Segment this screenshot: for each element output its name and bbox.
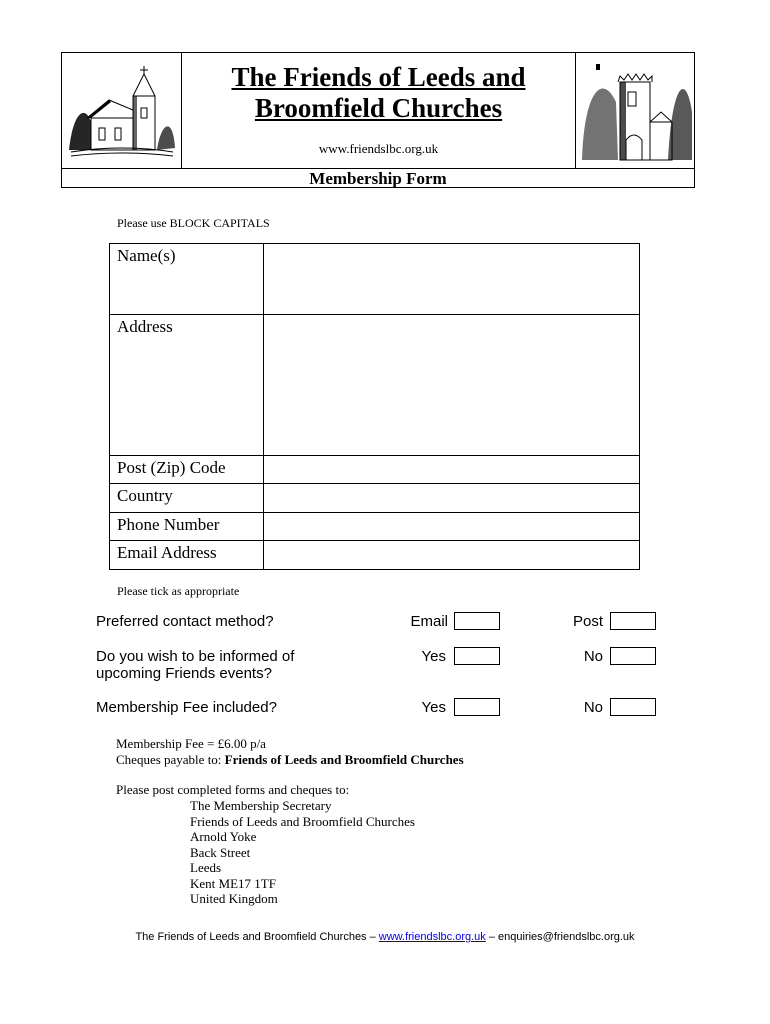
page-footer bbox=[0, 931, 770, 943]
fee-yes-checkbox[interactable] bbox=[454, 698, 500, 716]
cheques-prefix: Cheques payable to: bbox=[116, 751, 225, 767]
cheques-line bbox=[116, 752, 464, 768]
address-line: Friends of Leeds and Broomfield Churches bbox=[190, 813, 415, 829]
address-line: United Kingdom bbox=[190, 891, 278, 906]
footer-website-link[interactable]: www.friendslbc.org.uk bbox=[378, 931, 486, 943]
address-line: Kent ME17 1TF bbox=[190, 875, 276, 891]
address-line: Leeds bbox=[190, 860, 222, 875]
page-title bbox=[182, 62, 575, 124]
row-phone bbox=[110, 513, 639, 541]
postcode-label: Post (Zip) Code bbox=[110, 456, 264, 483]
footer-prefix: The Friends of Leeds and Broomfield Churches – bbox=[135, 931, 379, 943]
title-line-1: The Friends of Leeds and bbox=[231, 62, 526, 92]
option-fee-yes-label: Yes bbox=[421, 699, 446, 716]
fee-info bbox=[116, 736, 464, 767]
header-website: www.friendslbc.org.uk bbox=[318, 141, 439, 156]
block-capitals-note: Please use BLOCK CAPITALS bbox=[117, 216, 270, 230]
question-fee-included bbox=[96, 699, 277, 716]
row-country bbox=[110, 484, 639, 513]
cheques-payee: Friends of Leeds and Broomfield Churches bbox=[224, 751, 464, 767]
postcode-field[interactable] bbox=[264, 456, 639, 483]
address-line: The Membership Secretary bbox=[190, 798, 332, 813]
details-table bbox=[109, 243, 640, 570]
option-events-no-label: No bbox=[583, 648, 603, 665]
email-field[interactable] bbox=[264, 541, 639, 569]
email-checkbox[interactable] bbox=[454, 612, 500, 630]
phone-field[interactable] bbox=[264, 513, 639, 540]
footer-suffix: – enquiries@friendslbc.org.uk bbox=[485, 931, 635, 943]
events-no-checkbox[interactable] bbox=[610, 647, 656, 665]
row-postcode bbox=[110, 456, 639, 484]
question-text: Membership Fee included? bbox=[96, 699, 277, 716]
option-post-label: Post bbox=[572, 613, 603, 630]
fee-no-checkbox[interactable] bbox=[610, 698, 656, 716]
address-line: Arnold Yoke bbox=[190, 829, 257, 844]
post-intro: Please post completed forms and cheques to: bbox=[116, 782, 350, 797]
email-label: Email Address bbox=[110, 541, 264, 569]
title-line-2: Broomfield Churches bbox=[254, 93, 503, 123]
postal-address bbox=[190, 798, 415, 907]
row-email bbox=[110, 541, 639, 569]
address-line: Back Street bbox=[190, 844, 251, 860]
question-text-line2: upcoming Friends events? bbox=[96, 665, 272, 682]
address-field[interactable] bbox=[264, 315, 639, 455]
question-events bbox=[96, 648, 294, 682]
option-events-yes-label: Yes bbox=[421, 648, 446, 665]
phone-label: Phone Number bbox=[110, 513, 264, 540]
option-fee-no-label: No bbox=[583, 699, 603, 716]
tick-note: Please tick as appropriate bbox=[117, 584, 240, 598]
option-email-label: Email bbox=[410, 613, 448, 630]
address-label: Address bbox=[110, 315, 264, 455]
question-text: Preferred contact method? bbox=[96, 613, 274, 630]
question-contact-method bbox=[96, 613, 274, 630]
names-label: Name(s) bbox=[110, 244, 264, 314]
row-address bbox=[110, 315, 639, 456]
country-field[interactable] bbox=[264, 484, 639, 512]
question-text-line1: Do you wish to be informed of bbox=[96, 648, 295, 665]
row-names bbox=[110, 244, 639, 315]
events-yes-checkbox[interactable] bbox=[454, 647, 500, 665]
names-field[interactable] bbox=[264, 244, 639, 314]
church-illustration-left bbox=[61, 52, 182, 168]
country-label: Country bbox=[110, 484, 264, 512]
post-checkbox[interactable] bbox=[610, 612, 656, 630]
church-illustration-right bbox=[575, 52, 695, 168]
fee-line: Membership Fee = £6.00 p/a bbox=[116, 736, 266, 751]
form-title: Membership Form bbox=[309, 169, 447, 188]
